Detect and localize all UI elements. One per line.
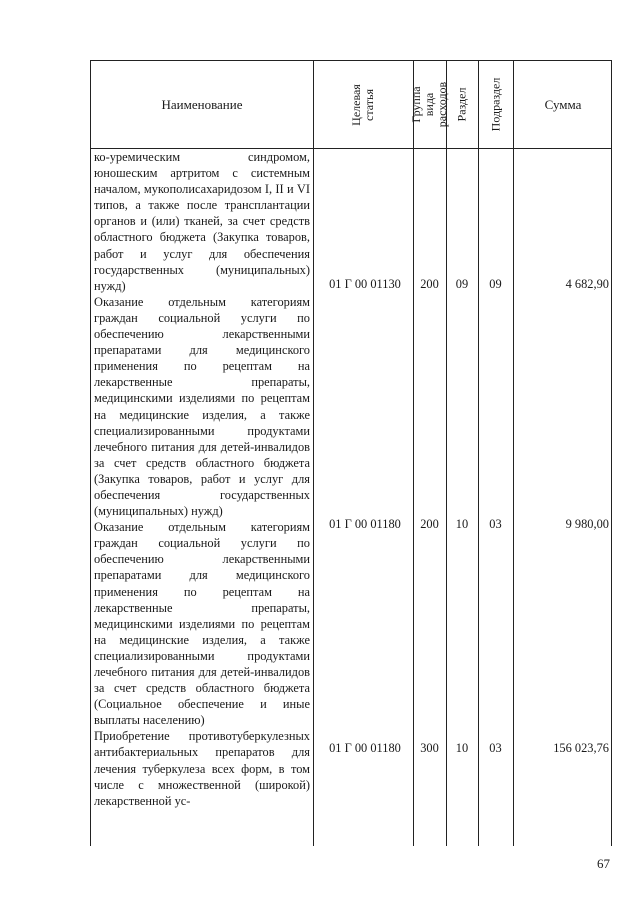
header-razdel-label: Раздел <box>454 87 469 122</box>
row-text: Приобретение противотуберкулезных антибактериальных препаратов для лечения туберкулеза всех форм, в том числе с множественной (широкой) лекарственной ус- <box>94 729 310 808</box>
header-target-label: Целевая статья <box>349 83 376 126</box>
header-sum: Сумма <box>544 96 582 112</box>
header-group <box>409 61 449 148</box>
row-group: 200 <box>420 277 439 291</box>
row-group: 300 <box>420 741 439 755</box>
column-divider <box>313 61 314 846</box>
row-text: Оказание отдельным категориям граждан социальной услуги по обеспечению лекарственными препаратами для медицинского применения по рецептам на лекарственные препараты, медицинскими изделиями по рецептам на медицинские изделия, а также специализированными продуктами лечебного питания для детей-инвалидов за счет средств областного бюджета (Социальное обеспечение и иные выплаты населению) <box>94 520 310 728</box>
row-razdel: 10 <box>455 517 469 531</box>
column-divider <box>413 61 414 846</box>
row-sum: 4 682,90 <box>565 277 609 291</box>
row-group: 200 <box>420 517 439 531</box>
row-descriptions <box>94 149 310 809</box>
row-target: 01 Г 00 01180 <box>329 741 401 755</box>
row-target: 01 Г 00 01180 <box>329 517 401 531</box>
row-podrazdel: 03 <box>489 741 502 755</box>
header-podrazdel-label: Подраздел <box>488 77 503 132</box>
row-target: 01 Г 00 01130 <box>329 277 401 291</box>
column-divider <box>513 61 514 846</box>
row-podrazdel: 09 <box>489 277 502 291</box>
header-name: Наименование <box>161 96 243 112</box>
header-group-label: Группа вида расходов <box>409 81 449 128</box>
row-razdel: 09 <box>455 277 469 291</box>
header-target <box>313 61 413 148</box>
column-divider <box>478 61 479 846</box>
row-razdel: 10 <box>455 741 469 755</box>
row-text: ко-уремическим синдромом, юношеским артритом с системным началом, мукополисахаридозом I, II и VI типов, а также после трансплантации органов и (или) тканей, за счет средств областного бюджета (Закупка товаров, работ и услуг для обеспечения государственных (муниципальных) нужд) <box>94 150 310 293</box>
column-divider <box>446 61 447 846</box>
row-text: Оказание отдельным категориям граждан социальной услуги по обеспечению лекарственными препаратами для медицинского применения по рецептам на лекарственные препараты, медицинскими изделиями по рецептам на медицинские изделия, а также специализированными продуктами лечебного питания для детей-инвалидов за счет средств областного бюджета (Закупка товаров, работ и услуг для обеспечения государственных (муниципальных) нужд) <box>94 294 310 519</box>
row-podrazdel: 03 <box>489 517 502 531</box>
header-podrazdel <box>478 61 513 148</box>
row-sum: 9 980,00 <box>565 517 609 531</box>
header-razdel <box>446 61 478 148</box>
budget-table <box>90 60 612 846</box>
page-number: 67 <box>597 856 610 871</box>
row-sum: 156 023,76 <box>553 741 609 755</box>
